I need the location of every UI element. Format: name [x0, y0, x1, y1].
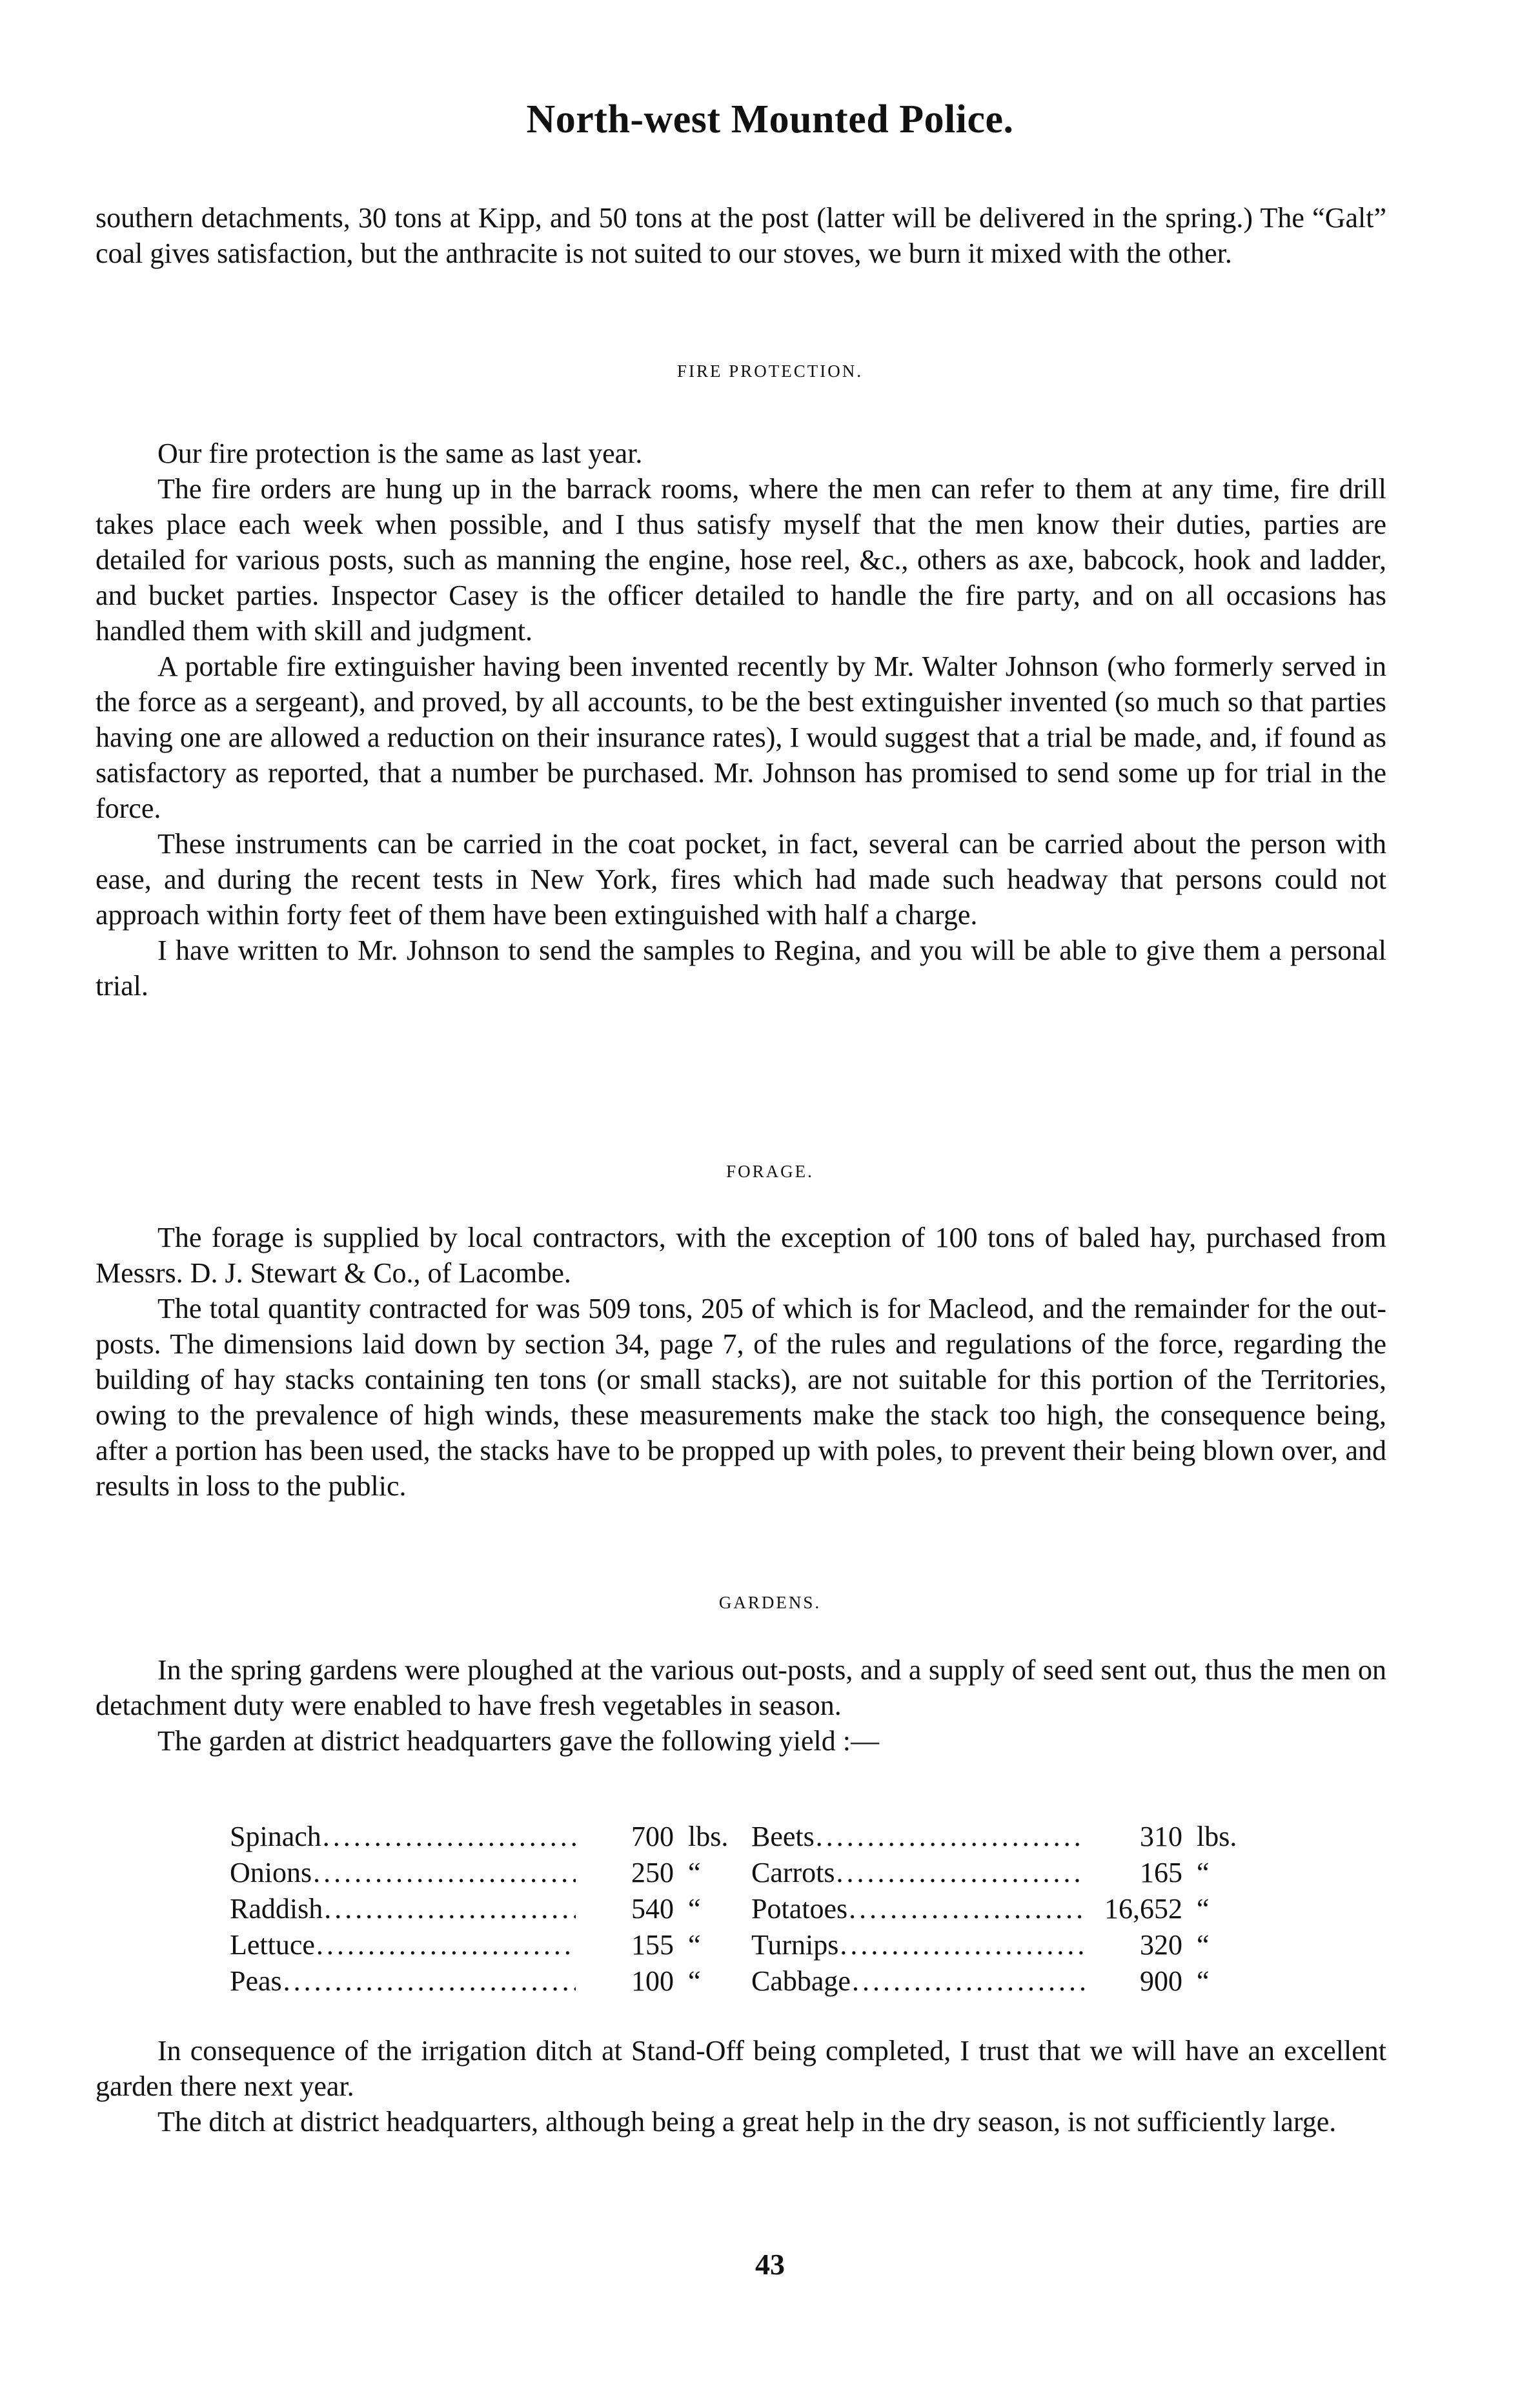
gardens-closing-text-block [96, 2033, 1386, 2139]
table-row [230, 1819, 1288, 1855]
paragraph: The ditch at district headquarters, although being a great help in the dry season, is not sufficiently large. [157, 2106, 1337, 2138]
yield-entry [230, 1855, 759, 1891]
yield-quantity: 155 [631, 1929, 674, 1961]
yield-entry [230, 1963, 759, 1999]
section-heading-fire-protection: FIRE PROTECTION. [676, 361, 863, 381]
paragraph: Our fire protection is the same as last year. [157, 438, 643, 469]
yield-entry [751, 1963, 1268, 1999]
section-heading-forage: FORAGE. [726, 1162, 814, 1181]
yield-entry [230, 1927, 759, 1963]
yield-entry [751, 1891, 1268, 1927]
yield-entry [751, 1819, 1268, 1855]
yield-unit: “ [1197, 1965, 1210, 1997]
yield-unit: “ [688, 1929, 701, 1961]
vegetable-name: Turnips [751, 1929, 839, 1961]
vegetable-name: Potatoes [751, 1893, 848, 1925]
paragraph: The garden at district headquarters gave the following yield :— [157, 1725, 879, 1757]
dot-leader [852, 1963, 1084, 1999]
paragraph: In the spring gardens were ploughed at the various out-posts, and a supply of seed sent out, thus the men on detachment duty were enabled to have fresh vegetables in season. [96, 1654, 1386, 1721]
yield-quantity: 100 [631, 1965, 674, 1997]
page-number: 43 [755, 2248, 785, 2281]
paragraph: The total quantity contracted for was 509 tons, 205 of which is for Macleod, and the remainder for the out-posts. The dimensions laid down by section 34, page 7, of the rules and regulations of the force, regarding the building of hay stacks containing ten tons (or small stacks), are not suitable for this portion of the Territories, owing to the prevalence of high winds, these measurements make the stack too high, the consequence being, after a portion has been used, the stacks have to be propped up with poles, to prevent their being blown over, and results in loss to the public. [96, 1293, 1386, 1502]
yield-quantity: 16,652 [1104, 1893, 1182, 1925]
paragraph: southern detachments, 30 tons at Kipp, and 50 tons at the post (latter will be delivered in the spring.) The “Galt” coal gives satisfaction, but the anthracite is not suited to our stoves, we burn it mixed with the other. [96, 202, 1386, 269]
yield-entry [751, 1855, 1268, 1891]
vegetable-name: Lettuce [230, 1929, 315, 1961]
dot-leader [836, 1855, 1084, 1891]
yield-unit: “ [1197, 1893, 1210, 1925]
intro-text-block [96, 200, 1386, 271]
yield-entry [230, 1891, 759, 1927]
paragraph: In consequence of the irrigation ditch at Stand-Off being completed, I trust that we will have an excellent garden there next year. [96, 2035, 1386, 2102]
vegetable-name: Carrots [751, 1857, 835, 1888]
yield-quantity: 900 [1140, 1965, 1182, 1997]
dot-leader [840, 1927, 1084, 1963]
yield-unit: “ [688, 1857, 701, 1888]
forage-text-block [96, 1220, 1386, 1504]
dot-leader [323, 1819, 576, 1855]
dot-leader [283, 1963, 576, 1999]
yield-unit: “ [1197, 1929, 1210, 1961]
dot-leader [816, 1819, 1084, 1855]
paragraph: The forage is supplied by local contractors, with the exception of 100 tons of baled hay, purchased from Messrs. D. J. Stewart & Co., of Lacombe. [96, 1222, 1386, 1289]
yield-unit: lbs. [688, 1821, 729, 1852]
yield-quantity: 700 [631, 1821, 674, 1852]
yield-unit: “ [688, 1893, 701, 1925]
yield-unit: “ [688, 1965, 701, 1997]
page-title: North-west Mounted Police. [526, 97, 1014, 141]
yield-quantity: 250 [631, 1857, 674, 1888]
paragraph: The fire orders are hung up in the barrack rooms, where the men can refer to them at any time, fire drill takes place each week when possible, and I thus satisfy myself that the men know their duties, parties are detailed for various posts, such as manning the engine, hose reel, &c., others as axe, babcock, hook and ladder, and bucket parties. Inspector Casey is the officer detailed to handle the fire party, and on all occasions has handled them with skill and judgment. [96, 473, 1386, 647]
dot-leader [849, 1891, 1084, 1927]
yield-quantity: 320 [1140, 1929, 1182, 1961]
yield-quantity: 165 [1140, 1857, 1182, 1888]
paragraph: I have written to Mr. Johnson to send the samples to Regina, and you will be able to give them a personal trial. [96, 935, 1386, 1002]
paragraph: These instruments can be carried in the coat pocket, in fact, several can be carried about the person with ease, and during the recent tests in New York, fires which had made such headway that persons could not approach within forty feet of them have been extinguished with half a charge. [96, 828, 1386, 931]
vegetable-name: Beets [751, 1821, 815, 1852]
paragraph: A portable fire extinguisher having been invented recently by Mr. Walter Johnson (who formerly served in the force as a sergeant), and proved, by all accounts, to be the best extinguisher invented (so much so that parties having one are allowed a reduction on their insurance rates), I would suggest that a trial be made, and, if found as satisfactory as reported, that a number be purchased. Mr. Johnson has promised to send some up for trial in the force. [96, 651, 1386, 824]
table-row [230, 1855, 1288, 1891]
dot-leader [313, 1855, 576, 1891]
dot-leader [324, 1891, 576, 1927]
vegetable-name: Raddish [230, 1893, 323, 1925]
vegetable-name: Spinach [230, 1821, 321, 1852]
table-row [230, 1927, 1288, 1963]
yield-unit: “ [1197, 1857, 1210, 1888]
yield-entry [230, 1819, 759, 1855]
gardens-text-block [96, 1652, 1386, 1759]
yield-unit: lbs. [1197, 1821, 1237, 1852]
fire-protection-text-block [96, 436, 1386, 1004]
garden-yield-table [230, 1819, 1288, 1999]
section-heading-gardens: GARDENS. [718, 1593, 822, 1612]
vegetable-name: Onions [230, 1857, 312, 1888]
yield-quantity: 540 [631, 1893, 674, 1925]
table-row [230, 1891, 1288, 1927]
yield-quantity: 310 [1140, 1821, 1182, 1852]
vegetable-name: Peas [230, 1965, 282, 1997]
yield-entry [751, 1927, 1268, 1963]
dot-leader [316, 1927, 576, 1963]
vegetable-name: Cabbage [751, 1965, 851, 1997]
table-row [230, 1963, 1288, 1999]
